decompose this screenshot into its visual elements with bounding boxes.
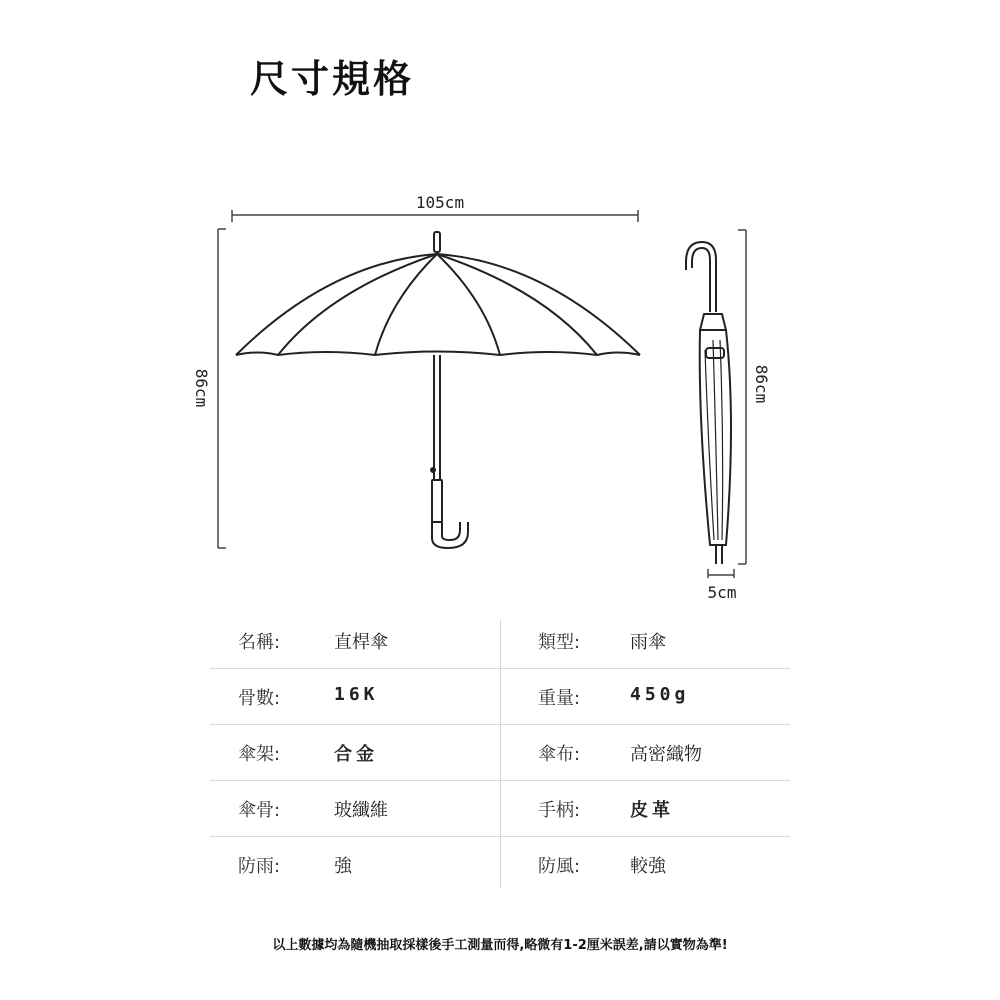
height-label-left: 86cm [192, 368, 211, 408]
spec-value: 強 [334, 856, 352, 877]
spec-value: 16K [334, 684, 379, 705]
spec-label: 傘骨: [238, 800, 281, 821]
spec-row-resistance [210, 836, 790, 892]
spec-label: 防風: [538, 856, 581, 877]
spec-value: 較強 [630, 856, 666, 877]
spec-value: 雨傘 [630, 632, 666, 653]
height-label-right: 86cm [752, 364, 771, 404]
spec-value: 直桿傘 [334, 632, 388, 653]
page-title: 尺寸規格 [250, 57, 415, 101]
spec-label: 傘布: [538, 744, 581, 765]
spec-row-name [210, 612, 790, 669]
spec-row-ribs [210, 668, 790, 725]
spec-value: 玻纖維 [334, 800, 388, 821]
spec-label: 防雨: [238, 856, 281, 877]
diameter-dimension [708, 569, 734, 578]
spec-label: 名稱: [238, 632, 281, 653]
spec-label: 骨數: [238, 688, 281, 709]
spec-value: 合金 [334, 744, 378, 765]
spec-row-rib-material [210, 780, 790, 837]
spec-label: 手柄: [538, 800, 581, 821]
closed-umbrella-drawing [686, 242, 731, 564]
spec-label: 類型: [538, 632, 581, 653]
spec-label: 重量: [538, 688, 581, 709]
spec-value: 高密織物 [630, 744, 702, 765]
spec-row-frame [210, 724, 790, 781]
spec-label: 傘架: [238, 744, 281, 765]
open-umbrella-drawing [236, 232, 640, 548]
spec-value: 皮革 [630, 800, 674, 821]
disclaimer-text: 以上數據均為隨機抽取採樣後手工測量而得,略微有1-2厘米誤差,請以實物為準! [272, 938, 728, 953]
height-dimension-right [738, 230, 746, 564]
spec-value: 450g [630, 684, 690, 705]
height-dimension-left [218, 229, 226, 548]
width-label: 105cm [415, 193, 465, 212]
spec-table [210, 612, 790, 892]
diameter-label: 5cm [707, 583, 737, 602]
